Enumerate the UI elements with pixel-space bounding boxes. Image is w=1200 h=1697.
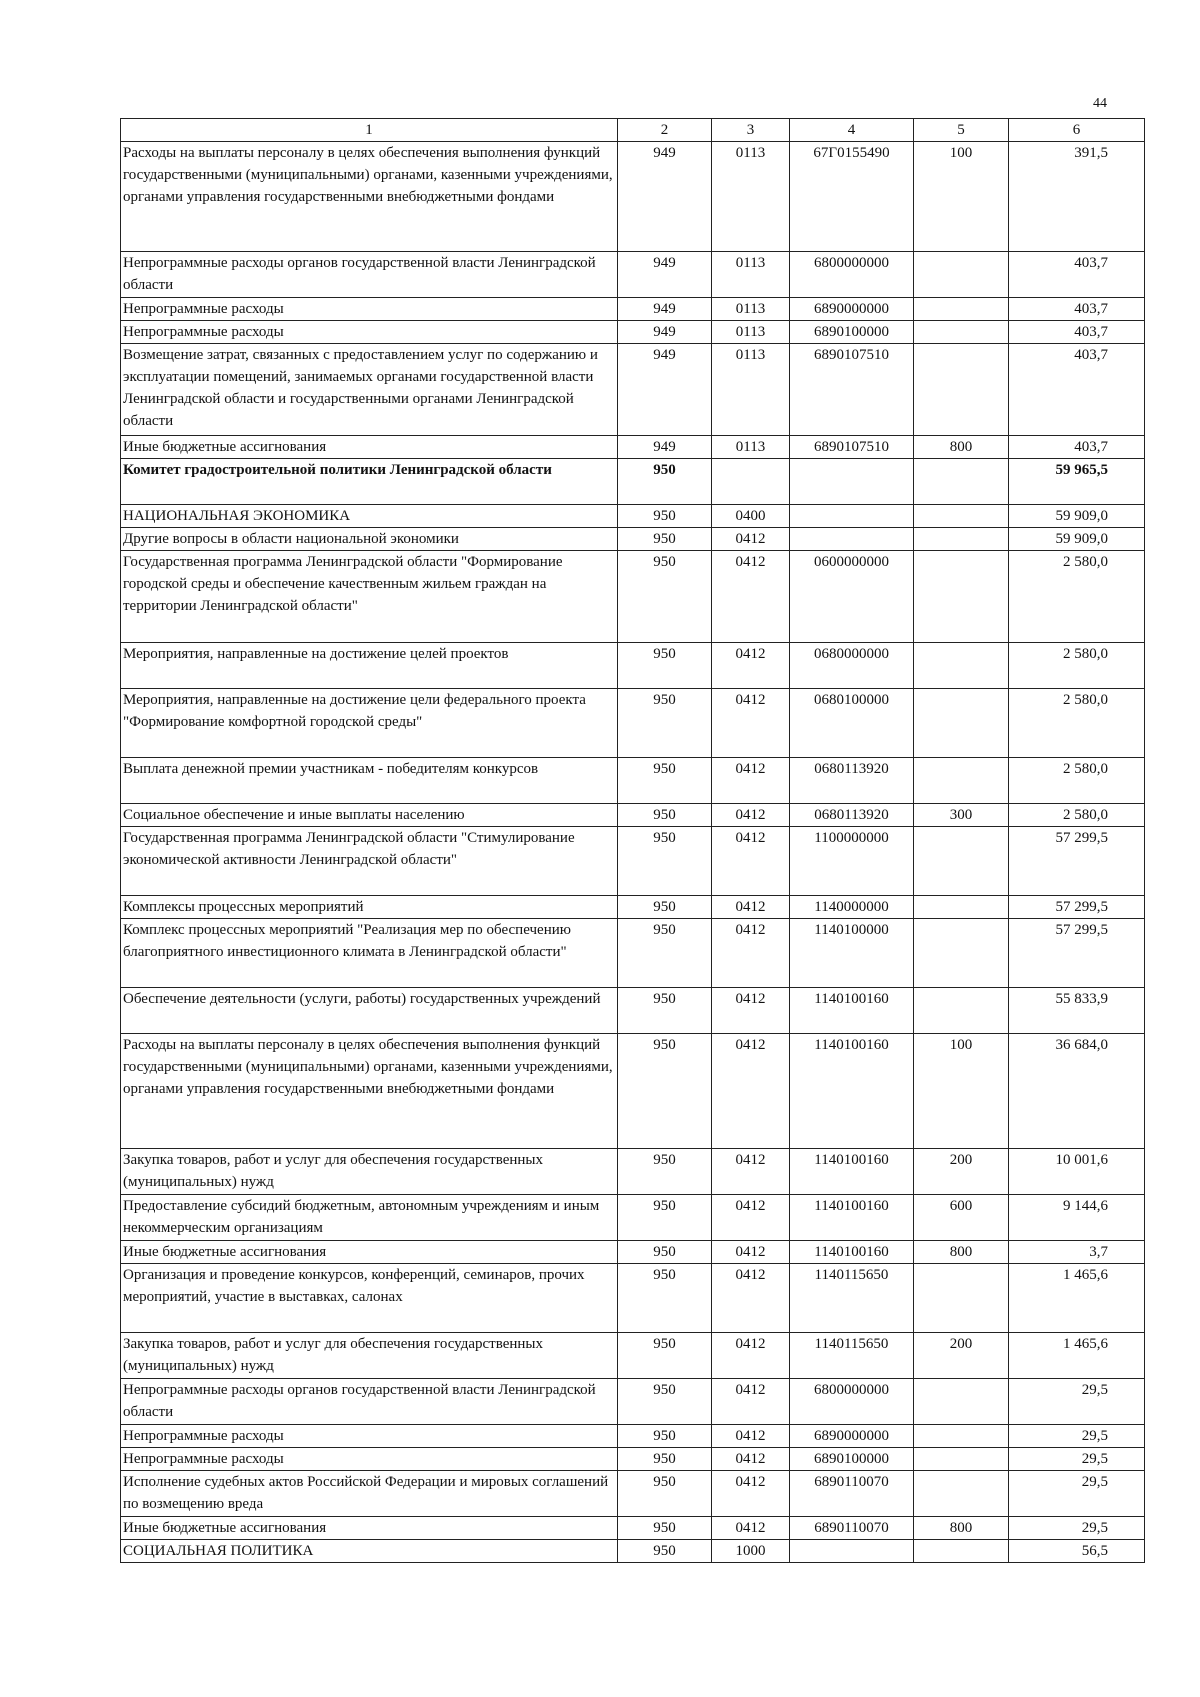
row-description: Иные бюджетные ассигнования — [121, 436, 618, 459]
row-section-code: 0113 — [712, 298, 790, 321]
row-section-code: 0412 — [712, 1195, 790, 1241]
row-section-code: 0412 — [712, 1264, 790, 1333]
row-department-code: 950 — [618, 1264, 712, 1333]
row-target-article — [790, 459, 914, 505]
row-section-code: 0412 — [712, 1517, 790, 1540]
row-target-article: 67Г0155490 — [790, 142, 914, 252]
row-amount: 3,7 — [1009, 1241, 1145, 1264]
row-amount: 403,7 — [1009, 321, 1145, 344]
row-department-code: 950 — [618, 804, 712, 827]
row-target-article: 6890110070 — [790, 1471, 914, 1517]
row-expense-type — [914, 1448, 1009, 1471]
row-expense-type: 200 — [914, 1149, 1009, 1195]
row-amount: 57 299,5 — [1009, 896, 1145, 919]
row-target-article: 6890107510 — [790, 344, 914, 436]
table-row — [121, 896, 1145, 919]
row-target-article: 6800000000 — [790, 1379, 914, 1425]
row-expense-type — [914, 528, 1009, 551]
row-expense-type — [914, 689, 1009, 758]
row-description: Непрограммные расходы — [121, 1425, 618, 1448]
row-target-article: 0680113920 — [790, 804, 914, 827]
table-row — [121, 758, 1145, 804]
row-expense-type: 200 — [914, 1333, 1009, 1379]
row-description: Мероприятия, направленные на достижение цели федерального проекта "Формирование комфортной городской среды" — [121, 689, 618, 758]
row-description: Организация и проведение конкурсов, конференций, семинаров, прочих мероприятий, участие в выставках, салонах — [121, 1264, 618, 1333]
row-amount: 403,7 — [1009, 344, 1145, 436]
row-section-code: 0113 — [712, 252, 790, 298]
row-amount: 55 833,9 — [1009, 988, 1145, 1034]
row-department-code: 950 — [618, 1379, 712, 1425]
table-row — [121, 1540, 1145, 1563]
row-target-article: 1140100160 — [790, 1195, 914, 1241]
row-expense-type: 100 — [914, 142, 1009, 252]
row-expense-type — [914, 1379, 1009, 1425]
row-section-code: 0400 — [712, 505, 790, 528]
row-description: Комплекс процессных мероприятий "Реализация мер по обеспечению благоприятного инвестиционного климата в Ленинградской области" — [121, 919, 618, 988]
row-target-article: 1140100160 — [790, 1241, 914, 1264]
row-department-code: 950 — [618, 528, 712, 551]
header-col-6: 6 — [1009, 119, 1145, 142]
row-target-article — [790, 528, 914, 551]
row-department-code: 949 — [618, 298, 712, 321]
row-amount: 57 299,5 — [1009, 827, 1145, 896]
table-row — [121, 505, 1145, 528]
row-amount: 59 909,0 — [1009, 528, 1145, 551]
row-amount: 1 465,6 — [1009, 1333, 1145, 1379]
row-section-code: 1000 — [712, 1540, 790, 1563]
row-description: Другие вопросы в области национальной экономики — [121, 528, 618, 551]
row-expense-type — [914, 344, 1009, 436]
row-expense-type — [914, 919, 1009, 988]
row-department-code: 950 — [618, 459, 712, 505]
row-expense-type — [914, 459, 1009, 505]
table-row — [121, 1149, 1145, 1195]
row-section-code: 0113 — [712, 344, 790, 436]
row-amount: 9 144,6 — [1009, 1195, 1145, 1241]
table-row — [121, 1333, 1145, 1379]
row-section-code: 0412 — [712, 896, 790, 919]
row-description: СОЦИАЛЬНАЯ ПОЛИТИКА — [121, 1540, 618, 1563]
row-target-article: 0680000000 — [790, 643, 914, 689]
row-section-code: 0412 — [712, 1034, 790, 1149]
row-department-code: 950 — [618, 1034, 712, 1149]
row-description: Обеспечение деятельности (услуги, работы) государственных учреждений — [121, 988, 618, 1034]
row-expense-type: 300 — [914, 804, 1009, 827]
row-target-article: 6890100000 — [790, 1448, 914, 1471]
row-description: Непрограммные расходы — [121, 298, 618, 321]
row-department-code: 950 — [618, 505, 712, 528]
table-row — [121, 459, 1145, 505]
row-section-code: 0412 — [712, 1379, 790, 1425]
table-row — [121, 988, 1145, 1034]
row-section-code: 0412 — [712, 1333, 790, 1379]
table-row — [121, 1034, 1145, 1149]
table-row — [121, 1379, 1145, 1425]
row-amount: 29,5 — [1009, 1379, 1145, 1425]
table-row — [121, 804, 1145, 827]
row-expense-type: 600 — [914, 1195, 1009, 1241]
row-description: Непрограммные расходы органов государственной власти Ленинградской области — [121, 252, 618, 298]
row-description: НАЦИОНАЛЬНАЯ ЭКОНОМИКА — [121, 505, 618, 528]
table-row — [121, 919, 1145, 988]
row-department-code: 950 — [618, 551, 712, 643]
row-target-article — [790, 505, 914, 528]
row-section-code: 0412 — [712, 1149, 790, 1195]
row-department-code: 949 — [618, 436, 712, 459]
row-expense-type — [914, 643, 1009, 689]
table-row — [121, 827, 1145, 896]
row-expense-type: 800 — [914, 1517, 1009, 1540]
row-department-code: 950 — [618, 758, 712, 804]
row-expense-type — [914, 896, 1009, 919]
row-description: Расходы на выплаты персоналу в целях обеспечения выполнения функций государственными (муниципальными) органами, казенными учреждениями, органами управления государственными внебюджетными фондами — [121, 142, 618, 252]
row-target-article: 1140000000 — [790, 896, 914, 919]
row-description: Закупка товаров, работ и услуг для обеспечения государственных (муниципальных) нужд — [121, 1333, 618, 1379]
row-expense-type — [914, 551, 1009, 643]
row-section-code: 0412 — [712, 551, 790, 643]
row-target-article: 6800000000 — [790, 252, 914, 298]
table-row — [121, 528, 1145, 551]
table-row — [121, 1471, 1145, 1517]
row-amount: 2 580,0 — [1009, 643, 1145, 689]
table-row — [121, 142, 1145, 252]
table-row — [121, 689, 1145, 758]
row-section-code: 0412 — [712, 643, 790, 689]
row-expense-type — [914, 988, 1009, 1034]
row-section-code: 0113 — [712, 321, 790, 344]
header-row — [121, 119, 1145, 142]
row-department-code: 950 — [618, 1425, 712, 1448]
row-description: Социальное обеспечение и иные выплаты населению — [121, 804, 618, 827]
row-amount: 391,5 — [1009, 142, 1145, 252]
table-row — [121, 1425, 1145, 1448]
row-target-article: 0680100000 — [790, 689, 914, 758]
row-department-code: 950 — [618, 689, 712, 758]
row-amount: 403,7 — [1009, 436, 1145, 459]
row-amount: 29,5 — [1009, 1517, 1145, 1540]
row-target-article: 1140100160 — [790, 988, 914, 1034]
header-col-3: 3 — [712, 119, 790, 142]
row-amount: 403,7 — [1009, 298, 1145, 321]
row-expense-type — [914, 1264, 1009, 1333]
table-row — [121, 643, 1145, 689]
table-row — [121, 298, 1145, 321]
row-department-code: 950 — [618, 1517, 712, 1540]
row-description: Непрограммные расходы органов государственной власти Ленинградской области — [121, 1379, 618, 1425]
row-section-code: 0113 — [712, 142, 790, 252]
row-department-code: 950 — [618, 1195, 712, 1241]
row-section-code: 0412 — [712, 988, 790, 1034]
row-department-code: 950 — [618, 827, 712, 896]
row-amount: 10 001,6 — [1009, 1149, 1145, 1195]
row-section-code: 0412 — [712, 1241, 790, 1264]
row-department-code: 949 — [618, 321, 712, 344]
table-row — [121, 551, 1145, 643]
table-row — [121, 344, 1145, 436]
row-expense-type: 100 — [914, 1034, 1009, 1149]
row-department-code: 949 — [618, 252, 712, 298]
row-amount: 2 580,0 — [1009, 551, 1145, 643]
row-department-code: 950 — [618, 896, 712, 919]
row-description: Иные бюджетные ассигнования — [121, 1241, 618, 1264]
header-col-1: 1 — [121, 119, 618, 142]
row-target-article — [790, 1540, 914, 1563]
row-expense-type — [914, 1471, 1009, 1517]
row-expense-type — [914, 505, 1009, 528]
row-amount: 56,5 — [1009, 1540, 1145, 1563]
row-expense-type: 800 — [914, 436, 1009, 459]
table-row — [121, 1241, 1145, 1264]
row-expense-type: 800 — [914, 1241, 1009, 1264]
header-col-4: 4 — [790, 119, 914, 142]
row-target-article: 6890100000 — [790, 321, 914, 344]
table-row — [121, 1448, 1145, 1471]
table-row — [121, 1195, 1145, 1241]
row-description: Комплексы процессных мероприятий — [121, 896, 618, 919]
table-row — [121, 436, 1145, 459]
row-amount: 2 580,0 — [1009, 689, 1145, 758]
row-amount: 1 465,6 — [1009, 1264, 1145, 1333]
row-description: Выплата денежной премии участникам - победителям конкурсов — [121, 758, 618, 804]
row-amount: 29,5 — [1009, 1471, 1145, 1517]
table-row — [121, 252, 1145, 298]
row-description: Возмещение затрат, связанных с предоставлением услуг по содержанию и эксплуатации помещений, занимаемых органами государственной власти Ленинградской области и государственными органами Ленинградской области — [121, 344, 618, 436]
row-target-article: 1100000000 — [790, 827, 914, 896]
row-expense-type — [914, 827, 1009, 896]
page-number: 44 — [1093, 96, 1107, 111]
row-department-code: 950 — [618, 988, 712, 1034]
table-row — [121, 1264, 1145, 1333]
row-section-code: 0412 — [712, 827, 790, 896]
row-description: Непрограммные расходы — [121, 1448, 618, 1471]
row-section-code: 0412 — [712, 689, 790, 758]
row-department-code: 950 — [618, 1471, 712, 1517]
row-target-article: 0680113920 — [790, 758, 914, 804]
row-expense-type — [914, 321, 1009, 344]
row-description: Государственная программа Ленинградской области "Формирование городской среды и обеспечение качественным жильем граждан на территории Ленинградской области" — [121, 551, 618, 643]
row-section-code: 0412 — [712, 1448, 790, 1471]
table-row — [121, 321, 1145, 344]
row-description: Непрограммные расходы — [121, 321, 618, 344]
row-amount: 59 909,0 — [1009, 505, 1145, 528]
row-section-code: 0412 — [712, 758, 790, 804]
row-target-article: 6890110070 — [790, 1517, 914, 1540]
row-description: Исполнение судебных актов Российской Федерации и мировых соглашений по возмещению вреда — [121, 1471, 618, 1517]
row-description: Расходы на выплаты персоналу в целях обеспечения выполнения функций государственными (муниципальными) органами, казенными учреждениями, органами управления государственными внебюджетными фондами — [121, 1034, 618, 1149]
header-col-2: 2 — [618, 119, 712, 142]
row-department-code: 950 — [618, 643, 712, 689]
row-description: Закупка товаров, работ и услуг для обеспечения государственных (муниципальных) нужд — [121, 1149, 618, 1195]
row-target-article: 0600000000 — [790, 551, 914, 643]
row-amount: 403,7 — [1009, 252, 1145, 298]
row-description: Иные бюджетные ассигнования — [121, 1517, 618, 1540]
row-section-code: 0412 — [712, 804, 790, 827]
row-department-code: 950 — [618, 1333, 712, 1379]
row-section-code: 0412 — [712, 1425, 790, 1448]
table-row — [121, 1517, 1145, 1540]
row-expense-type — [914, 1425, 1009, 1448]
row-amount: 36 684,0 — [1009, 1034, 1145, 1149]
row-target-article: 1140100000 — [790, 919, 914, 988]
row-expense-type — [914, 758, 1009, 804]
row-expense-type — [914, 1540, 1009, 1563]
row-description: Комитет градостроительной политики Ленинградской области — [121, 459, 618, 505]
row-section-code — [712, 459, 790, 505]
budget-table — [120, 118, 1145, 1563]
row-department-code: 950 — [618, 1448, 712, 1471]
row-target-article: 6890000000 — [790, 298, 914, 321]
row-department-code: 950 — [618, 919, 712, 988]
row-section-code: 0113 — [712, 436, 790, 459]
header-col-5: 5 — [914, 119, 1009, 142]
row-department-code: 950 — [618, 1241, 712, 1264]
row-target-article: 1140115650 — [790, 1333, 914, 1379]
row-amount: 2 580,0 — [1009, 804, 1145, 827]
row-amount: 29,5 — [1009, 1448, 1145, 1471]
row-target-article: 6890000000 — [790, 1425, 914, 1448]
row-amount: 59 965,5 — [1009, 459, 1145, 505]
row-amount: 57 299,5 — [1009, 919, 1145, 988]
row-department-code: 950 — [618, 1540, 712, 1563]
row-target-article: 1140100160 — [790, 1149, 914, 1195]
row-section-code: 0412 — [712, 1471, 790, 1517]
row-department-code: 950 — [618, 1149, 712, 1195]
table-body — [121, 142, 1145, 1563]
row-department-code: 949 — [618, 142, 712, 252]
table-header — [121, 119, 1145, 142]
row-description: Государственная программа Ленинградской области "Стимулирование экономической активности Ленинградской области" — [121, 827, 618, 896]
row-amount: 29,5 — [1009, 1425, 1145, 1448]
row-expense-type — [914, 298, 1009, 321]
row-section-code: 0412 — [712, 919, 790, 988]
row-department-code: 949 — [618, 344, 712, 436]
row-description: Мероприятия, направленные на достижение целей проектов — [121, 643, 618, 689]
row-section-code: 0412 — [712, 528, 790, 551]
row-target-article: 1140115650 — [790, 1264, 914, 1333]
row-target-article: 6890107510 — [790, 436, 914, 459]
row-amount: 2 580,0 — [1009, 758, 1145, 804]
row-description: Предоставление субсидий бюджетным, автономным учреждениям и иным некоммерческим организациям — [121, 1195, 618, 1241]
row-target-article: 1140100160 — [790, 1034, 914, 1149]
row-expense-type — [914, 252, 1009, 298]
